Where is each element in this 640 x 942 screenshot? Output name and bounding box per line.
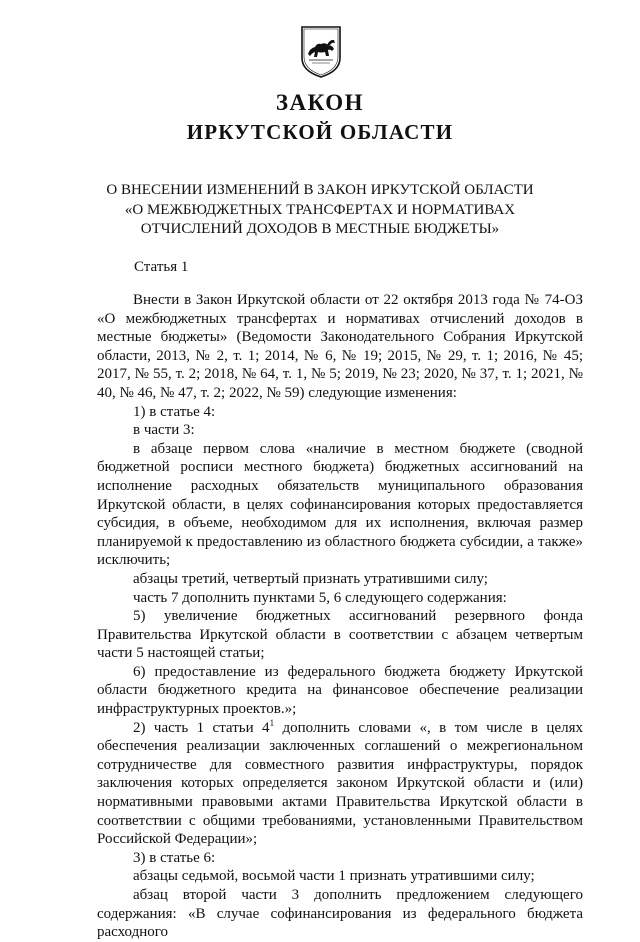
paragraph: 5) увеличение бюджетных ассигнований резервного фонда Правительства Иркутской области в соответствии с абзацем четвертым части 5 настоящей статьи;	[97, 608, 583, 662]
paragraph: 1) в статье 4:	[133, 403, 216, 420]
paragraph-text: 2) часть 1 статьи 4	[133, 719, 270, 736]
paragraph: часть 7 дополнить пунктами 5, 6 следующего содержания:	[133, 589, 507, 606]
superscript: 1	[269, 717, 275, 728]
paragraph: в абзаце первом слова «наличие в местном бюджете (сводной бюджетной росписи местного бюджета) бюджетных ассигнований на исполнение расходных обязательств муниципального образования Иркутской области, в целях софинансирования которых предоставляется субсидия, в объеме, необходимом для их исполнения, включая размер планируемой к предоставлению из областного бюджета субсидии, а также» исключить;	[97, 440, 583, 569]
paragraph: абзац второй части 3 дополнить предложением следующего содержания: «В случае софинансирования из федерального бюджета расходного	[97, 887, 583, 941]
paragraph: Внести в Закон Иркутской области от 22 октября 2013 года № 74-ОЗ «О межбюджетных трансфертах и нормативах отчислений доходов в местные бюджеты» (Ведомости Законодательного Собрания Иркутской области, 2013, № 2, т. 1; 2014, № 6, № 19; 2015, № 29, т. 1; 2016, № 45; 2017, № 55, т. 2; 2018, № 64, т. 1, № 5; 2019, № 23; 2020, № 37, т. 1; 2021, № 40, № 46, № 47, т. 2; 2022, № 59) следующие изменения:	[97, 292, 583, 401]
law-heading	[100, 181, 540, 240]
irkutsk-coat-of-arms-icon	[301, 26, 341, 78]
paragraph: в части 3:	[133, 422, 195, 439]
heading-line: «О МЕЖБЮДЖЕТНЫХ ТРАНСФЕРТАХ И НОРМАТИВАХ	[124, 201, 516, 218]
region-title: ИРКУТСКОЙ ОБЛАСТИ	[186, 120, 454, 144]
paragraph	[97, 719, 583, 849]
paragraph: абзацы третий, четвертый признать утратившими силу;	[133, 570, 488, 587]
paragraph: абзацы седьмой, восьмой части 1 признать утратившими силу;	[133, 868, 535, 885]
document-body	[97, 291, 583, 942]
paragraph: 6) предоставление из федерального бюджета бюджету Иркутской области бюджетного кредита на финансовое обеспечение реализации инфраструктурных проектов.»;	[97, 663, 583, 718]
heading-line: ОТЧИСЛЕНИЙ ДОХОДОВ В МЕСТНЫЕ БЮДЖЕТЫ»	[140, 221, 500, 237]
heading-line: О ВНЕСЕНИИ ИЗМЕНЕНИЙ В ЗАКОН ИРКУТСКОЙ ОБЛАСТИ	[106, 182, 534, 198]
law-title: ЗАКОН	[275, 90, 365, 115]
article-label: Статья 1	[134, 259, 189, 275]
paragraph-text: дополнить словами «, в том числе в целях обеспечения реализации заключенных соглашений о межрегиональном сотрудничестве для совместного развития инфраструктуры, порядок заключения которых определяется законом Иркутской области и (или) нормативными правовыми актами Правительства Иркутской области в соответствии с общими требованиями, установленными Правительством Российской Федерации»;	[97, 719, 584, 848]
paragraph: 3) в статье 6:	[133, 849, 216, 866]
